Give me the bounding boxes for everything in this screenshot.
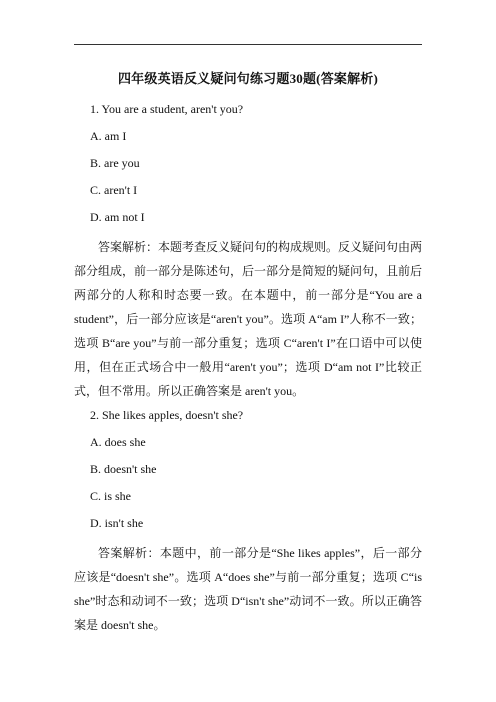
answer-explanation: 答案解析：本题中，前一部分是“She likes apples”，后一部分应该是“doesn't she”。选项 A“does she”与前一部分重复；选项 C“is she”时态和动词不一致；选项 D“isn't she”动词不一致。所以正确答案是 doesn't she。 — [74, 546, 422, 632]
question-text: 2. She likes apples, doesn't she? — [90, 408, 244, 422]
option-a: A. am I — [90, 129, 127, 143]
header-rule — [74, 44, 422, 45]
option-c: C. aren't I — [90, 183, 138, 197]
document-body — [74, 100, 422, 640]
document-title: 四年级英语反义疑问句练习题30题(答案解析) — [117, 71, 379, 86]
question-block — [74, 406, 422, 637]
option-b: B. are you — [90, 156, 140, 170]
question-block — [74, 100, 422, 403]
option-a: A. does she — [90, 435, 146, 449]
option-c: C. is she — [90, 489, 132, 503]
option-d: D. am not I — [90, 210, 145, 224]
option-d: D. isn't she — [90, 516, 144, 530]
answer-explanation: 答案解析：本题考查反义疑问句的构成规则。反义疑问句由两部分组成，前一部分是陈述句，后一部分是简短的疑问句，且前后两部分的人称和时态要一致。在本题中，前一部分是“You are a student”，后一部分应该是“aren't you”。选项 A“am I”人称不一致；选项 B“are you”与前一部分重复；选项 C“aren't I”在口语中可以使用，但在正式场合中一般用“aren't you”；选项 D“am not I”比较正式，但不常用。所以正确答案是 aren't you。 — [74, 240, 423, 398]
question-text: 1. You are a student, aren't you? — [90, 102, 244, 116]
option-b: B. doesn't she — [90, 462, 157, 476]
